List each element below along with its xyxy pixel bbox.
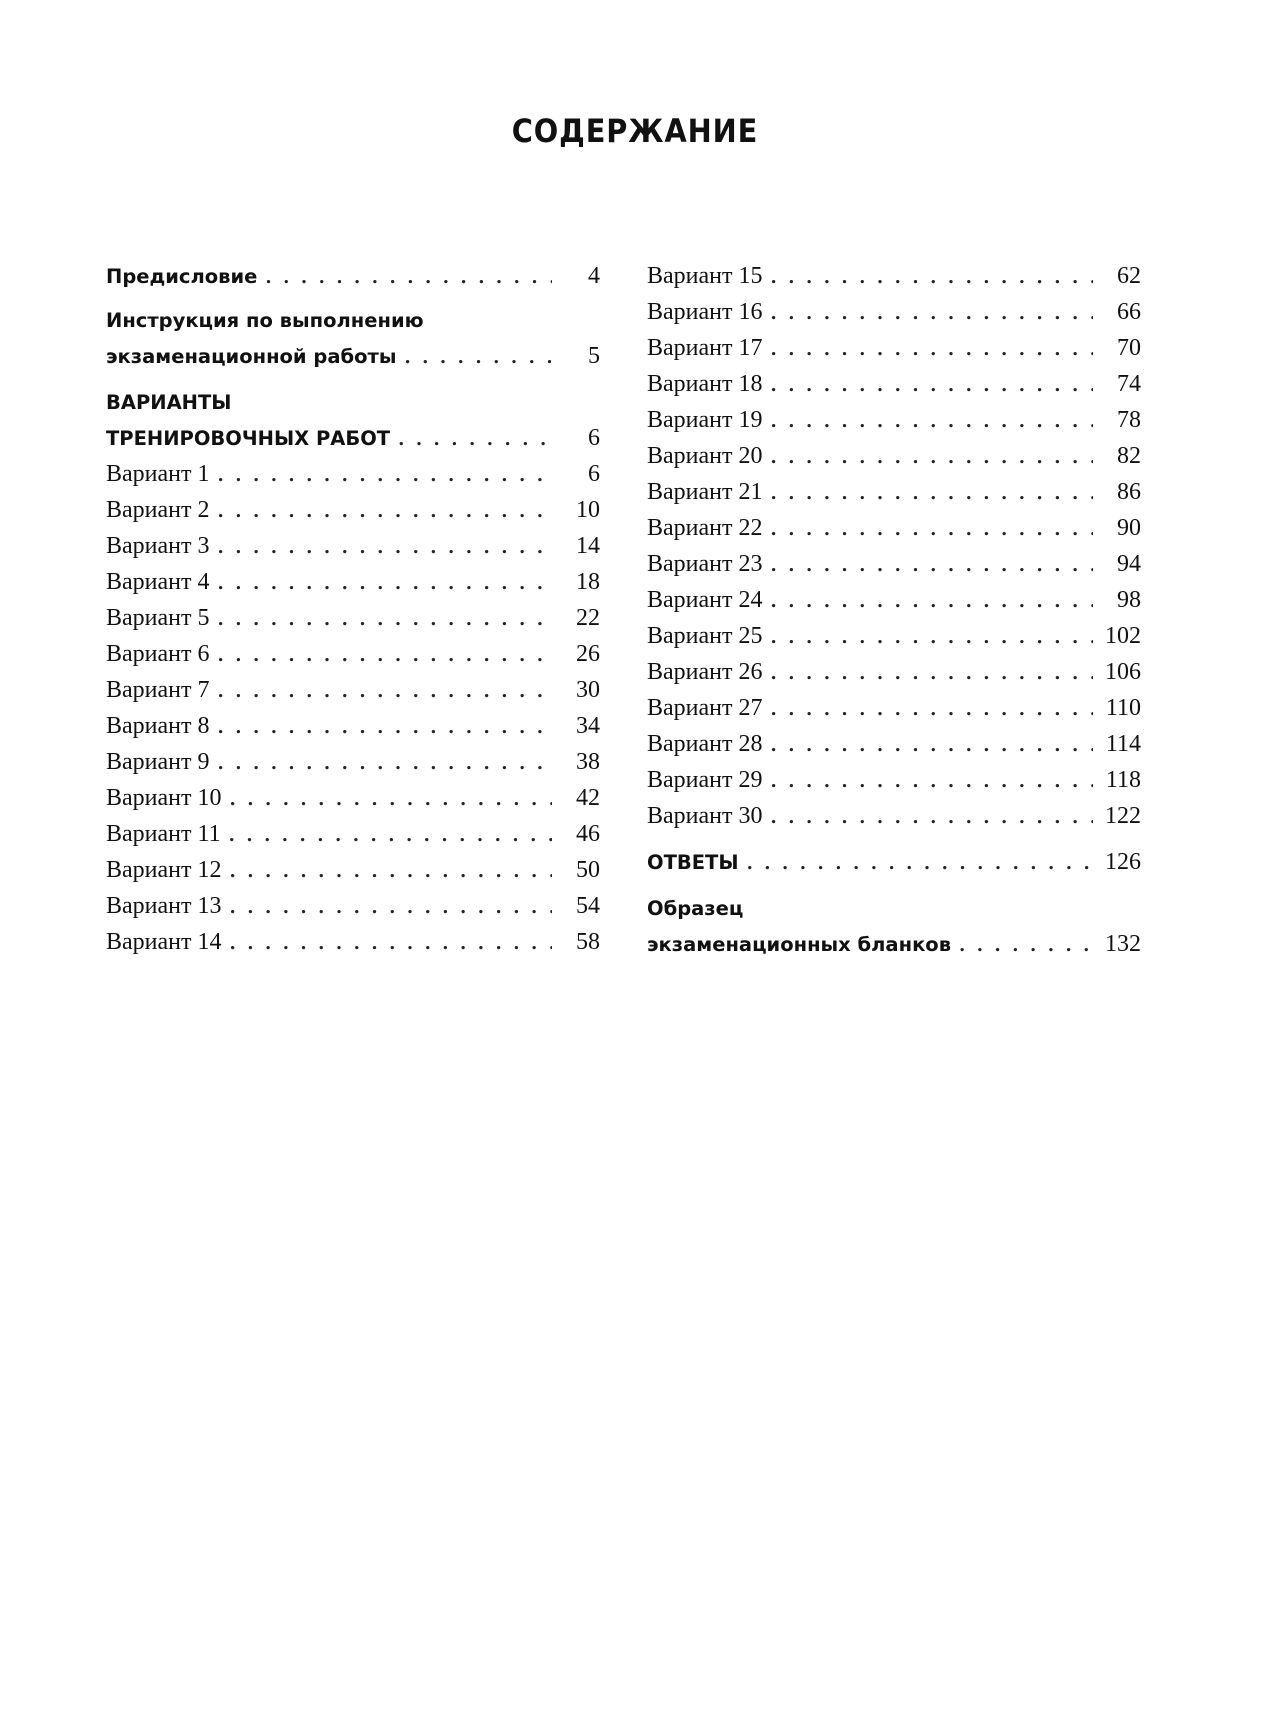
leader-dots	[230, 890, 553, 926]
toc-entry-label: Вариант 26	[647, 659, 763, 685]
toc-entry-variant[interactable]	[106, 816, 600, 852]
toc-entry-page: 82	[1117, 443, 1141, 469]
toc-entry-variant[interactable]	[106, 456, 600, 492]
toc-entry-variant[interactable]	[647, 582, 1141, 618]
toc-entry-page: 5	[588, 343, 600, 369]
leader-dots	[230, 782, 553, 818]
toc-left-variant-list	[106, 456, 600, 960]
toc-entry-page: 50	[576, 857, 600, 883]
leader-dots	[229, 818, 552, 854]
leader-dots	[230, 854, 553, 890]
toc-entry-page: 26	[576, 641, 600, 667]
toc-entry-variant[interactable]	[106, 924, 600, 960]
toc-entry-label: Вариант 20	[647, 443, 763, 469]
toc-entry-page: 46	[576, 821, 600, 847]
leader-dots	[265, 260, 552, 296]
toc-entry-variant[interactable]	[647, 330, 1141, 366]
toc-entry-page: 38	[576, 749, 600, 775]
leader-dots	[771, 764, 1094, 800]
toc-entry-label: ОТВЕТЫ	[647, 851, 739, 874]
toc-entry-variant[interactable]	[647, 474, 1141, 510]
toc-entry-label: Вариант 13	[106, 893, 222, 919]
leader-dots	[771, 620, 1094, 656]
leader-dots	[771, 728, 1094, 764]
toc-entry-variant[interactable]	[106, 744, 600, 780]
toc-entry-label: экзаменационных бланков	[647, 933, 952, 956]
toc-entry-variant[interactable]	[106, 600, 600, 636]
leader-dots	[218, 710, 553, 746]
toc-entry-page: 78	[1117, 407, 1141, 433]
toc-right-variant-list	[647, 258, 1141, 834]
toc-entry-page: 106	[1105, 659, 1141, 685]
toc-entry-page: 94	[1117, 551, 1141, 577]
toc-entry-instruction-line1: Инструкция по выполнению	[106, 309, 424, 332]
toc-entry-variant[interactable]	[106, 636, 600, 672]
toc-entry-sample[interactable]	[647, 926, 1141, 962]
toc-entry-label: Вариант 28	[647, 731, 763, 757]
leader-dots	[771, 512, 1094, 548]
leader-dots	[218, 746, 553, 782]
toc-entry-page: 18	[576, 569, 600, 595]
leader-dots	[218, 494, 553, 530]
toc-entry-sample-line1: Образец	[647, 897, 744, 920]
toc-entry-page: 14	[576, 533, 600, 559]
toc-entry-page: 58	[576, 929, 600, 955]
leader-dots	[771, 440, 1094, 476]
toc-entry-variant[interactable]	[647, 762, 1141, 798]
leader-dots	[771, 404, 1094, 440]
toc-entry-variant[interactable]	[106, 888, 600, 924]
toc-entry-label: Вариант 12	[106, 857, 222, 883]
leader-dots	[771, 584, 1094, 620]
toc-entry-variant[interactable]	[106, 708, 600, 744]
leader-dots	[959, 928, 1093, 964]
toc-entry-variant[interactable]	[647, 546, 1141, 582]
toc-entry-label: Вариант 22	[647, 515, 763, 541]
toc-entry-label: Вариант 8	[106, 713, 210, 739]
toc-entry-variant[interactable]	[647, 654, 1141, 690]
toc-entry-label: Вариант 7	[106, 677, 210, 703]
toc-entry-variant[interactable]	[647, 510, 1141, 546]
toc-entry-answers[interactable]	[647, 844, 1141, 880]
toc-entry-page: 6	[588, 461, 600, 487]
toc-entry-preface[interactable]	[106, 258, 600, 294]
leader-dots	[771, 548, 1094, 584]
toc-entry-variant[interactable]	[106, 492, 600, 528]
toc-entry-label: Предисловие	[106, 265, 258, 288]
toc-entry-page: 22	[576, 605, 600, 631]
toc-entry-variant[interactable]	[106, 528, 600, 564]
leader-dots	[771, 332, 1094, 368]
toc-entry-label: Вариант 30	[647, 803, 763, 829]
toc-left-column	[106, 258, 600, 960]
toc-entry-page: 42	[576, 785, 600, 811]
toc-entry-page: 126	[1105, 849, 1141, 875]
toc-entry-label: Вариант 2	[106, 497, 210, 523]
toc-entry-page: 30	[576, 677, 600, 703]
toc-entry-label: Вариант 24	[647, 587, 763, 613]
leader-dots	[771, 800, 1094, 836]
toc-entry-page: 70	[1117, 335, 1141, 361]
toc-entry-label: Вариант 1	[106, 461, 210, 487]
leader-dots	[218, 674, 553, 710]
toc-entry-label: Вариант 15	[647, 263, 763, 289]
toc-entry-page: 86	[1117, 479, 1141, 505]
toc-entry-label: Вариант 23	[647, 551, 763, 577]
toc-section-variants-line1: ВАРИАНТЫ	[106, 391, 232, 414]
leader-dots	[218, 566, 553, 602]
leader-dots	[218, 638, 553, 674]
toc-entry-label: Вариант 19	[647, 407, 763, 433]
toc-right-column	[647, 258, 1141, 962]
toc-entry-page: 54	[576, 893, 600, 919]
toc-entry-page: 114	[1105, 731, 1141, 757]
leader-dots	[218, 530, 553, 566]
toc-entry-variant[interactable]	[647, 726, 1141, 762]
leader-dots	[218, 602, 553, 638]
toc-entry-label: Вариант 27	[647, 695, 763, 721]
toc-entry-label: ТРЕНИРОВОЧНЫХ РАБОТ	[106, 427, 391, 450]
leader-dots	[771, 692, 1094, 728]
leader-dots	[771, 656, 1094, 692]
toc-entry-variant[interactable]	[106, 564, 600, 600]
toc-entry-label: Вариант 9	[106, 749, 210, 775]
toc-entry-page: 6	[588, 425, 600, 451]
toc-entry-variant[interactable]	[647, 366, 1141, 402]
leader-dots	[747, 846, 1093, 882]
toc-section-variants[interactable]	[106, 420, 600, 456]
toc-entry-page: 110	[1105, 695, 1141, 721]
toc-entry-page: 90	[1117, 515, 1141, 541]
toc-entry-page: 4	[588, 263, 600, 289]
toc-entry-label: Вариант 16	[647, 299, 763, 325]
toc-entry-variant[interactable]	[647, 258, 1141, 294]
toc-entry-instruction[interactable]	[106, 338, 600, 374]
leader-dots	[771, 368, 1094, 404]
toc-entry-variant[interactable]	[647, 690, 1141, 726]
toc-entry-page: 34	[576, 713, 600, 739]
leader-dots	[404, 340, 552, 376]
toc-entry-page: 118	[1105, 767, 1141, 793]
toc-entry-page: 98	[1117, 587, 1141, 613]
toc-entry-variant[interactable]	[647, 438, 1141, 474]
toc-entry-page: 74	[1117, 371, 1141, 397]
toc-entry-label: Вариант 3	[106, 533, 210, 559]
toc-entry-page: 122	[1105, 803, 1141, 829]
page-title: СОДЕРЖАНИЕ	[511, 112, 759, 150]
toc-entry-page: 10	[576, 497, 600, 523]
leader-dots	[771, 476, 1094, 512]
toc-entry-page: 132	[1105, 931, 1141, 957]
toc-entry-label: Вариант 5	[106, 605, 210, 631]
toc-entry-variant[interactable]	[647, 402, 1141, 438]
toc-entry-label: Вариант 10	[106, 785, 222, 811]
toc-entry-label: Вариант 21	[647, 479, 763, 505]
leader-dots	[218, 458, 553, 494]
toc-entry-page: 62	[1117, 263, 1141, 289]
leader-dots	[398, 422, 552, 458]
toc-entry-variant[interactable]	[106, 780, 600, 816]
toc-entry-variant[interactable]	[647, 798, 1141, 834]
toc-entry-page: 66	[1117, 299, 1141, 325]
leader-dots	[771, 296, 1094, 332]
toc-entry-label: Вариант 11	[106, 821, 221, 847]
toc-entry-label: Вариант 17	[647, 335, 763, 361]
toc-entry-label: Вариант 25	[647, 623, 763, 649]
toc-entry-label: экзаменационной работы	[106, 345, 397, 368]
toc-entry-variant[interactable]	[106, 672, 600, 708]
toc-entry-label: Вариант 14	[106, 929, 222, 955]
leader-dots	[230, 926, 553, 962]
toc-entry-variant[interactable]	[106, 852, 600, 888]
toc-entry-variant[interactable]	[647, 294, 1141, 330]
toc-entry-label: Вариант 29	[647, 767, 763, 793]
toc-entry-label: Вариант 18	[647, 371, 763, 397]
leader-dots	[771, 260, 1094, 296]
toc-entry-label: Вариант 4	[106, 569, 210, 595]
toc-entry-variant[interactable]	[647, 618, 1141, 654]
toc-entry-label: Вариант 6	[106, 641, 210, 667]
toc-entry-page: 102	[1105, 623, 1141, 649]
